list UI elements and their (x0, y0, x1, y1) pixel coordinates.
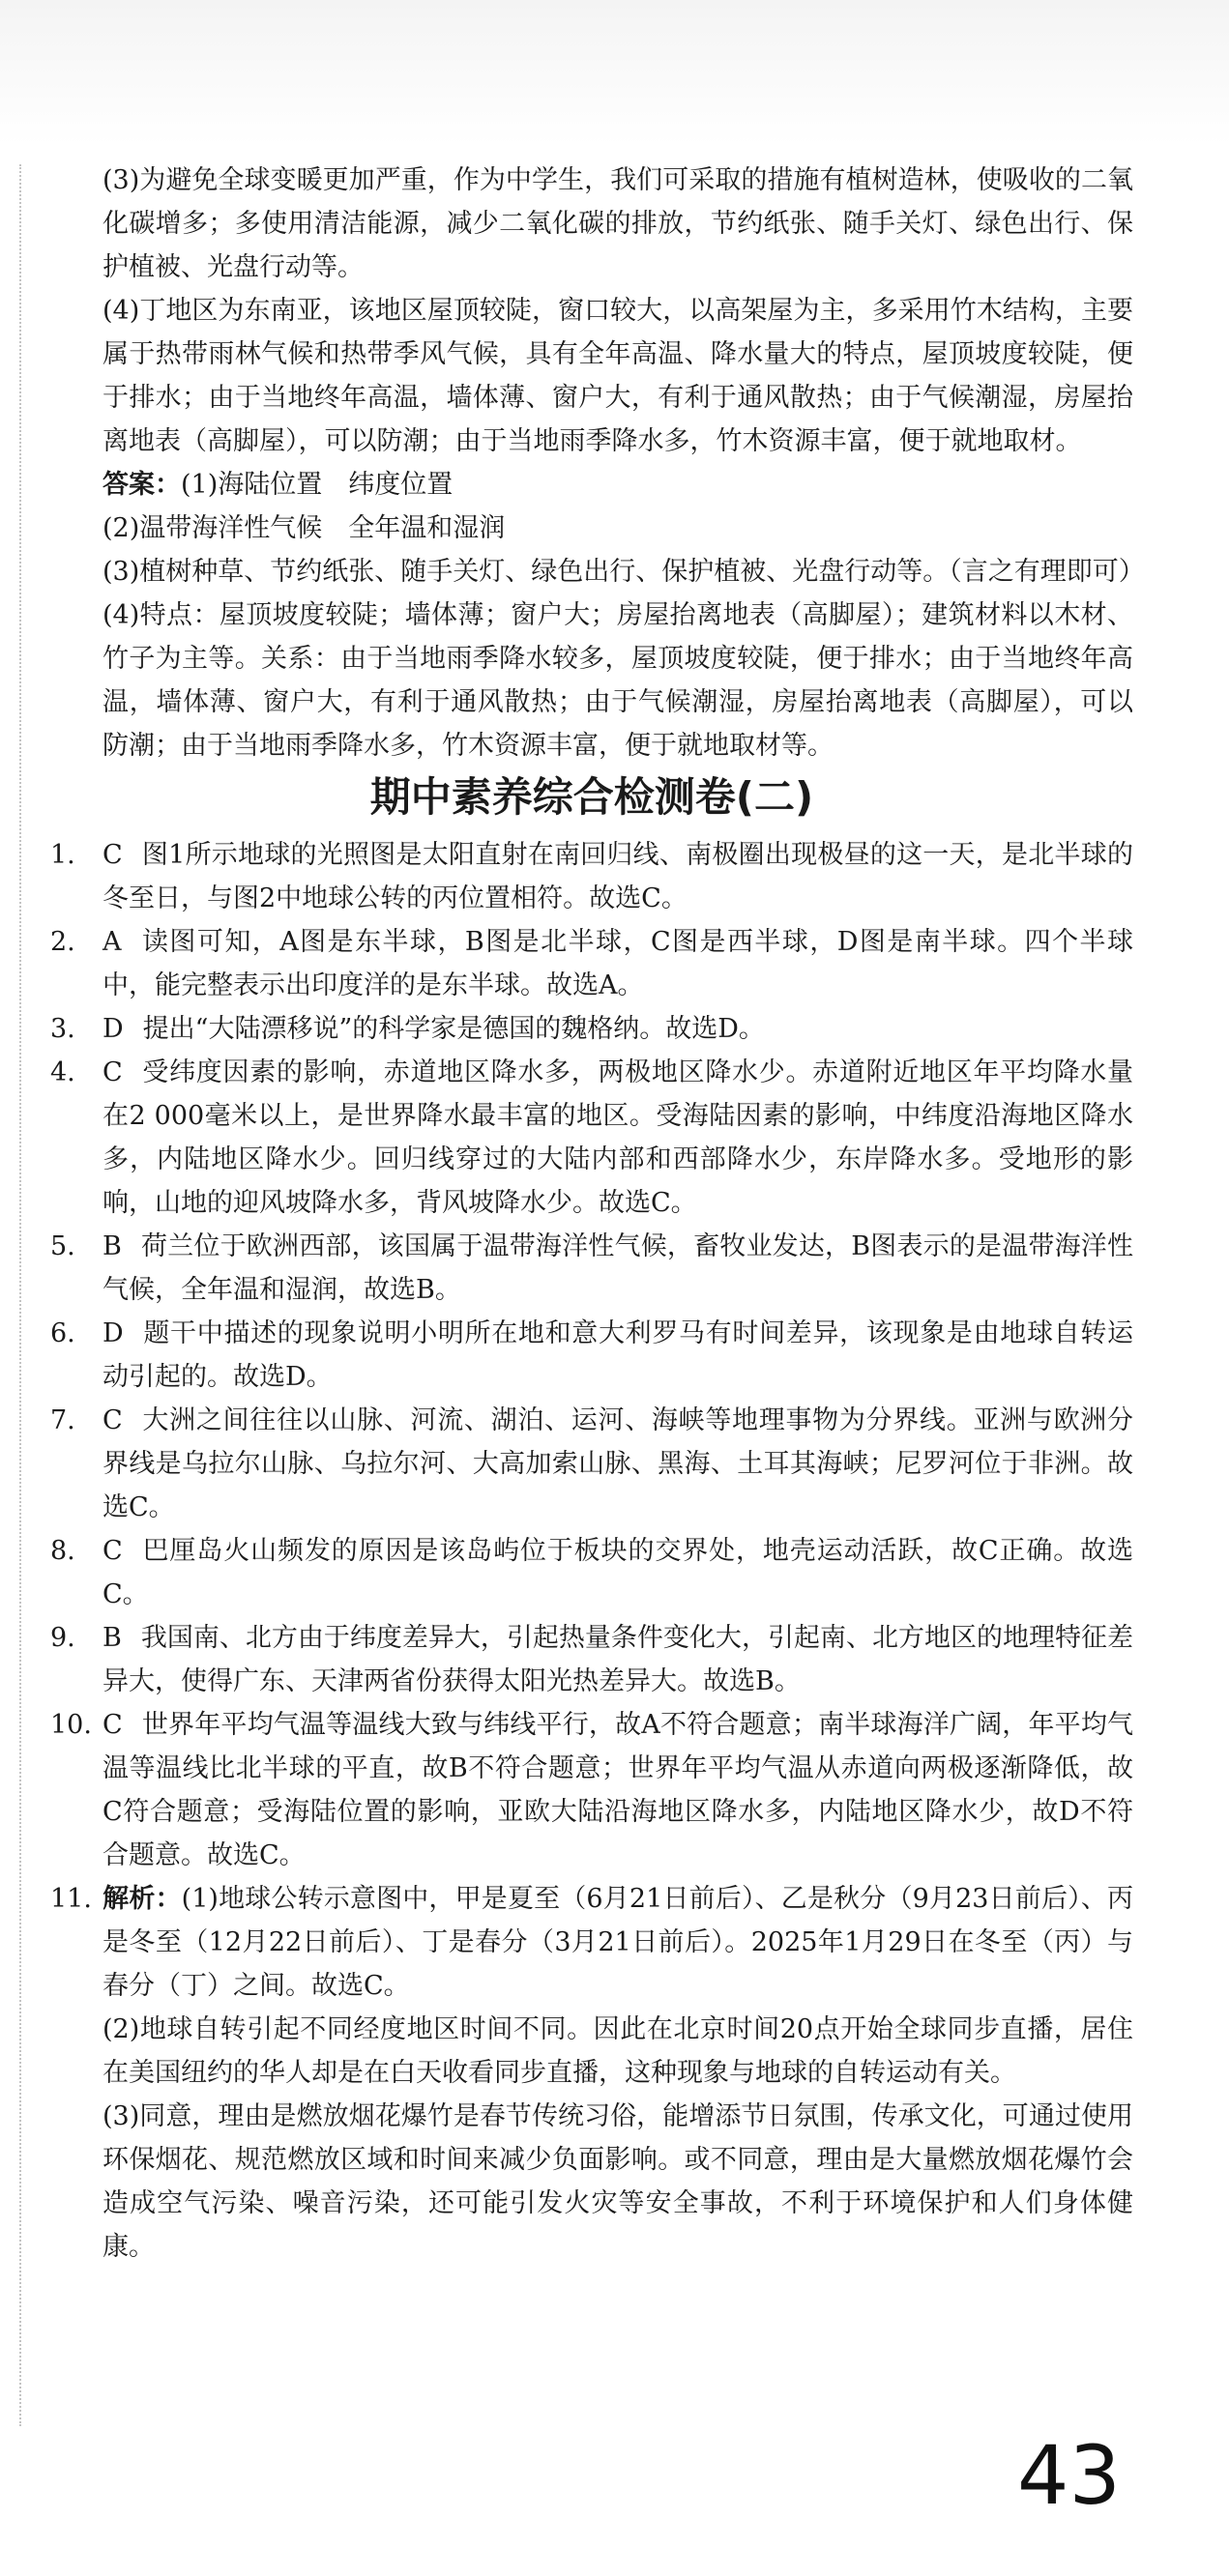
answer-letter: C (102, 1536, 123, 1566)
prev-answer-1 (50, 463, 1133, 507)
answer-label: 答案： (102, 470, 181, 500)
answer-letter: C (102, 1405, 123, 1435)
answer-letter: B (102, 1623, 122, 1653)
question-number: 7. (50, 1405, 75, 1435)
margin-dotted-rule (19, 164, 21, 2426)
question-explanation: 受纬度因素的影响，赤道地区降水多，两极地区降水少。赤道附近地区年平均降水量在2 000毫米以上，是世界降水最丰富的地区。受海陆因素的影响，中纬度沿海地区降水多，内陆地区降水少。回归线穿过的大陆内部和西部降水少，东岸降水多。受地形的影响，山地的迎风坡降水多，背风坡降水少。故选C。 (102, 1057, 1133, 1218)
question-explanation: 题干中描述的现象说明小明所在地和意大利罗马有时间差异，该现象是由地球自转运动引起的。故选D。 (102, 1318, 1133, 1392)
question-explanation: 荷兰位于欧洲西部，该国属于温带海洋性气候，畜牧业发达，B图表示的是温带海洋性气候，全年温和湿润，故选B。 (102, 1231, 1133, 1305)
question-explanation: 图1所示地球的光照图是太阳直射在南回归线、南极圈出现极昼的这一天，是北半球的冬至日，与图2中地球公转的丙位置相符。故选C。 (102, 840, 1133, 913)
question-8 (50, 1529, 1133, 1616)
question-number: 1. (50, 840, 75, 870)
question-explanation: 大洲之间往往以山脉、河流、湖泊、运河、海峡等地理事物为分界线。亚洲与欧洲分界线是乌拉尔山脉、乌拉尔河、大高加索山脉、黑海、土耳其海峡；尼罗河位于非洲。故选C。 (102, 1405, 1133, 1522)
question-number: 10. (50, 1710, 92, 1740)
prev-answer-3: (3)植树种草、节约纸张、随手关灯、绿色出行、保护植被、光盘行动等。（言之有理即可） (102, 557, 1145, 587)
prev-answer-2: (2)温带海洋性气候 全年温和湿润 (102, 513, 506, 543)
prev-explanation-4: (4)丁地区为东南亚，该地区屋顶较陡，窗口较大，以高架屋为主，多采用竹木结构，主要属于热带雨林气候和热带季风气候，具有全年高温、降水量大的特点，屋顶坡度较陡，便于排水；由于当地终年高温，墙体薄、窗户大，有利于通风散热；由于气候潮湿，房屋抬离地表（高脚屋），可以防潮；由于当地雨季降水多，竹木资源丰富，便于就地取材。 (102, 296, 1133, 456)
analysis-label: 解析： (102, 1884, 182, 1914)
question-5 (50, 1225, 1133, 1312)
question-explanation: 世界年平均气温等温线大致与纬线平行，故A不符合题意；南半球海洋广阔，年平均气温等温线比北半球的平直，故B不符合题意；世界年平均气温从赤道向两极逐渐降低，故C符合题意；受海陆位置的影响，亚欧大陆沿海地区降水多，内陆地区降水少，故D不符合题意。故选C。 (102, 1710, 1133, 1870)
question-11-part-1: (1)地球公转示意图中，甲是夏至（6月21日前后）、乙是秋分（9月23日前后）、丙是冬至（12月22日前后）、丁是春分（3月21日前后）。2025年1月29日在冬至（丙）与春分（丁）之间。故选C。 (102, 1884, 1133, 2001)
question-number: 5. (50, 1231, 75, 1261)
question-6 (50, 1312, 1133, 1399)
prev-explanation-3: (3)为避免全球变暖更加严重，作为中学生，我们可采取的措施有植树造林，使吸收的二氧化碳增多；多使用清洁能源，减少二氧化碳的排放，节约纸张、随手关灯、绿色出行、保护植被、光盘行动等。 (102, 165, 1133, 282)
question-4 (50, 1051, 1133, 1225)
answer-letter: D (102, 1318, 124, 1348)
question-number: 9. (50, 1623, 75, 1653)
question-explanation: 巴厘岛火山频发的原因是该岛屿位于板块的交界处，地壳运动活跃，故C正确。故选C。 (102, 1536, 1133, 1609)
question-2 (50, 920, 1133, 1007)
answer-letter: B (102, 1231, 122, 1261)
question-11-part-3: (3)同意，理由是燃放烟花爆竹是春节传统习俗，能增添节日氛围，传承文化，可通过使用环保烟花、规范燃放区域和时间来减少负面影响。或不同意，理由是大量燃放烟花爆竹会造成空气污染、噪音污染，还可能引发火灾等安全事故，不利于环境保护和人们身体健康。 (102, 2101, 1133, 2262)
question-number: 8. (50, 1536, 75, 1566)
answer-letter: A (102, 927, 122, 957)
question-1 (50, 833, 1133, 920)
question-explanation: 我国南、北方由于纬度差异大，引起热量条件变化大，引起南、北方地区的地理特征差异大，使得广东、天津两省份获得太阳光热差异大。故选B。 (102, 1623, 1133, 1696)
answer-letter: C (102, 1057, 123, 1087)
question-10 (50, 1703, 1133, 1877)
page-number: 43 (1017, 2428, 1121, 2523)
answer-letter: C (102, 1710, 123, 1740)
answer-letter: C (102, 840, 123, 870)
page-content (50, 159, 1145, 2269)
question-number: 6. (50, 1318, 75, 1348)
question-number: 11. (50, 1884, 92, 1914)
prev-answer-4: (4)特点：屋顶坡度较陡；墙体薄；窗户大；房屋抬离地表（高脚屋）；建筑材料以木材、竹子为主等。关系：由于当地雨季降水较多，屋顶坡度较陡，便于排水；由于当地终年高温，墙体薄、窗户大，有利于通风散热；由于气候潮湿，房屋抬离地表（高脚屋），可以防潮；由于当地雨季降水多，竹木资源丰富，便于就地取材等。 (102, 600, 1133, 761)
question-number: 2. (50, 927, 75, 957)
answer-text-1: (1)海陆位置 纬度位置 (181, 470, 454, 500)
question-3 (50, 1007, 1133, 1051)
question-explanation: 读图可知，A图是东半球，B图是北半球，C图是西半球，D图是南半球。四个半球中，能完整表示出印度洋的是东半球。故选A。 (102, 927, 1133, 1000)
answer-letter: D (102, 1014, 124, 1044)
question-11-part-2: (2)地球自转引起不同经度地区时间不同。因此在北京时间20点开始全球同步直播，居住在美国纽约的华人却是在白天收看同步直播，这种现象与地球的自转运动有关。 (102, 2014, 1133, 2088)
section-title: 期中素养综合检测卷(二) (369, 773, 814, 821)
question-11 (50, 1877, 1133, 2008)
top-shading (0, 0, 1229, 145)
question-9 (50, 1616, 1133, 1703)
question-7 (50, 1399, 1133, 1529)
question-number: 4. (50, 1057, 75, 1087)
question-explanation: 提出“大陆漂移说”的科学家是德国的魏格纳。故选D。 (142, 1014, 765, 1044)
question-number: 3. (50, 1014, 75, 1044)
